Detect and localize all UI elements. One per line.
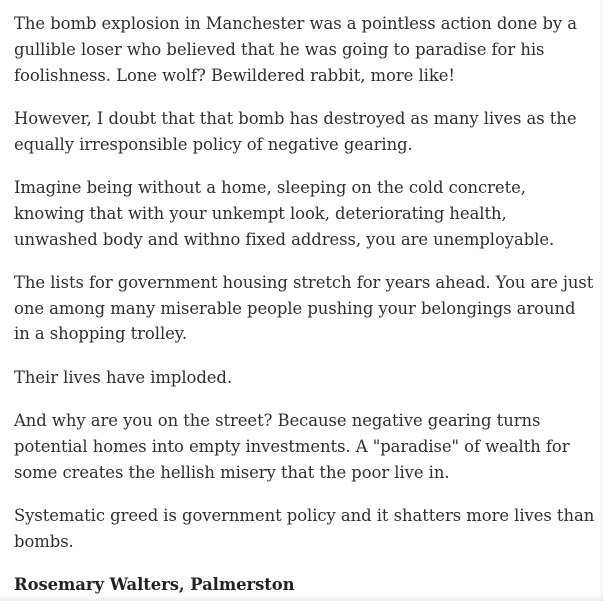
paragraph-line: in a shopping trolley. [14, 324, 187, 344]
paragraph-line: And why are you on the street? Because negative gearing turns [14, 411, 541, 431]
paragraph-3 [14, 175, 596, 252]
paragraph-7 [14, 503, 596, 555]
paragraph-line: The lists for government housing stretch for years ahead. You are just [14, 272, 594, 292]
right-edge-shadow [599, 0, 603, 601]
paragraph-line: some creates the hellish misery that the poor live in. [14, 462, 450, 482]
paragraph-line: The bomb explosion in Manchester was a pointless action done by a [14, 14, 577, 33]
paragraph-line: unwashed body and withno fixed address, you are unemployable. [14, 229, 555, 249]
paragraph-2 [14, 106, 596, 158]
paragraph-line: Their lives have imploded. [14, 367, 233, 387]
paragraph-line: foolishness. Lone wolf? Bewildered rabbit, more like! [14, 65, 455, 85]
paragraph-1 [14, 11, 596, 88]
paragraph-line: gullible loser who believed that he was going to paradise for his [14, 39, 545, 59]
bottom-edge-shadow [0, 595, 603, 601]
paragraph-6 [14, 408, 596, 485]
paragraph-line: one among many miserable people pushing your belongings around [14, 298, 576, 318]
paragraph-4 [14, 270, 596, 347]
paragraph-line: However, I doubt that that bomb has destroyed as many lives as the [14, 108, 577, 128]
paragraph-5 [14, 365, 596, 391]
paragraph-line: equally irresponsible policy of negative gearing. [14, 134, 413, 154]
paragraph-line: bombs. [14, 531, 74, 551]
author-signature: Rosemary Walters, Palmerston [14, 575, 295, 595]
paragraph-line: Imagine being without a home, sleeping on the cold concrete, [14, 177, 526, 197]
paragraph-line: potential homes into empty investments. A "paradise" of wealth for [14, 436, 570, 456]
paragraph-line: knowing that with your unkempt look, deteriorating health, [14, 203, 507, 223]
paragraph-line: Systematic greed is government policy and it shatters more lives than [14, 505, 595, 525]
